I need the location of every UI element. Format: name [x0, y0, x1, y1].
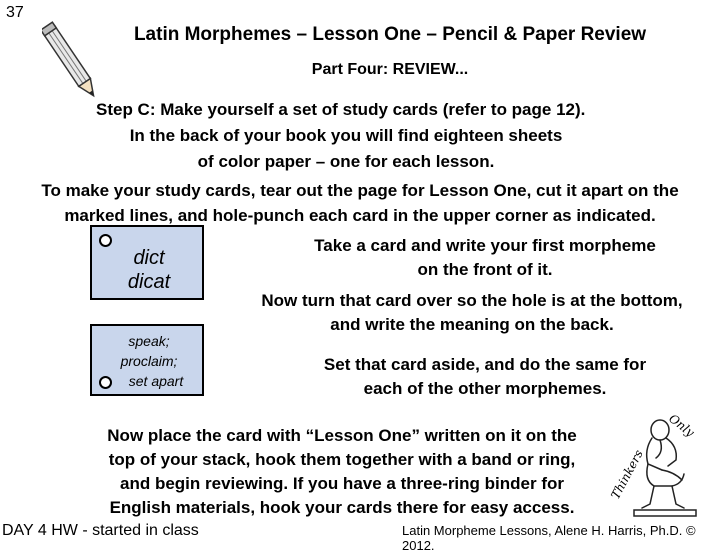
footer-copyright: Latin Morpheme Lessons, Alene H. Harris, Ph.D. © 2012. [402, 523, 696, 553]
thinker-label-thinkers: Thinkers [608, 447, 646, 502]
step-line: Take a card and write your first morpheme [314, 236, 656, 255]
step-c-line: Step C: Make yourself a set of study cards (refer to page 12). [96, 100, 586, 119]
card-meaning-line: proclaim; [120, 353, 178, 369]
punch-hole-icon [99, 376, 112, 389]
final-line: English materials, hook your cards there for easy access. [109, 498, 575, 517]
final-line: and begin reviewing. If you have a three-ring binder for [120, 474, 564, 493]
study-card-front [90, 225, 204, 300]
step-front-instructions [270, 234, 700, 282]
step-back-instructions [238, 289, 706, 337]
card-morpheme: dicat [127, 271, 171, 293]
card-morpheme: dict [133, 247, 165, 269]
step-line: on the front of it. [417, 260, 553, 279]
step-line: each of the other morphemes. [363, 379, 607, 398]
step-c-block [96, 97, 656, 175]
thinker-statue-icon [604, 400, 714, 520]
subtitle-text: Part Four: REVIEW... [311, 61, 469, 78]
footer-homework-note: DAY 4 HW - started in class [2, 522, 199, 539]
final-line: Now place the card with “Lesson One” written on it on the [107, 426, 577, 445]
card-meaning-line: set apart [128, 373, 184, 389]
page-title-text: Latin Morphemes – Lesson One – Pencil & Paper Review [133, 24, 647, 45]
step-line: and write the meaning on the back. [330, 315, 614, 334]
thinker-label-only: Only [666, 411, 697, 440]
instructions-block [0, 178, 720, 228]
slide-number: 37 [6, 4, 24, 21]
step-repeat-instructions [270, 353, 700, 401]
step-line: Now turn that card over so the hole is at the bottom, [261, 291, 683, 310]
page-title [0, 24, 720, 46]
card-meaning-line: speak; [128, 333, 170, 349]
step-line: Set that card aside, and do the same for [323, 355, 647, 374]
final-instructions [90, 424, 594, 520]
subtitle [0, 61, 720, 79]
study-card-back [90, 324, 204, 396]
final-line: top of your stack, hook them together with a band or ring, [108, 450, 576, 469]
punch-hole-icon [99, 234, 112, 247]
step-c-line: of color paper – one for each lesson. [197, 152, 495, 171]
step-c-line: In the back of your book you will find eighteen sheets [129, 126, 563, 145]
instructions-line: To make your study cards, tear out the page for Lesson One, cut it apart on the [41, 181, 679, 200]
instructions-line: marked lines, and hole-punch each card in the upper corner as indicated. [64, 206, 656, 225]
